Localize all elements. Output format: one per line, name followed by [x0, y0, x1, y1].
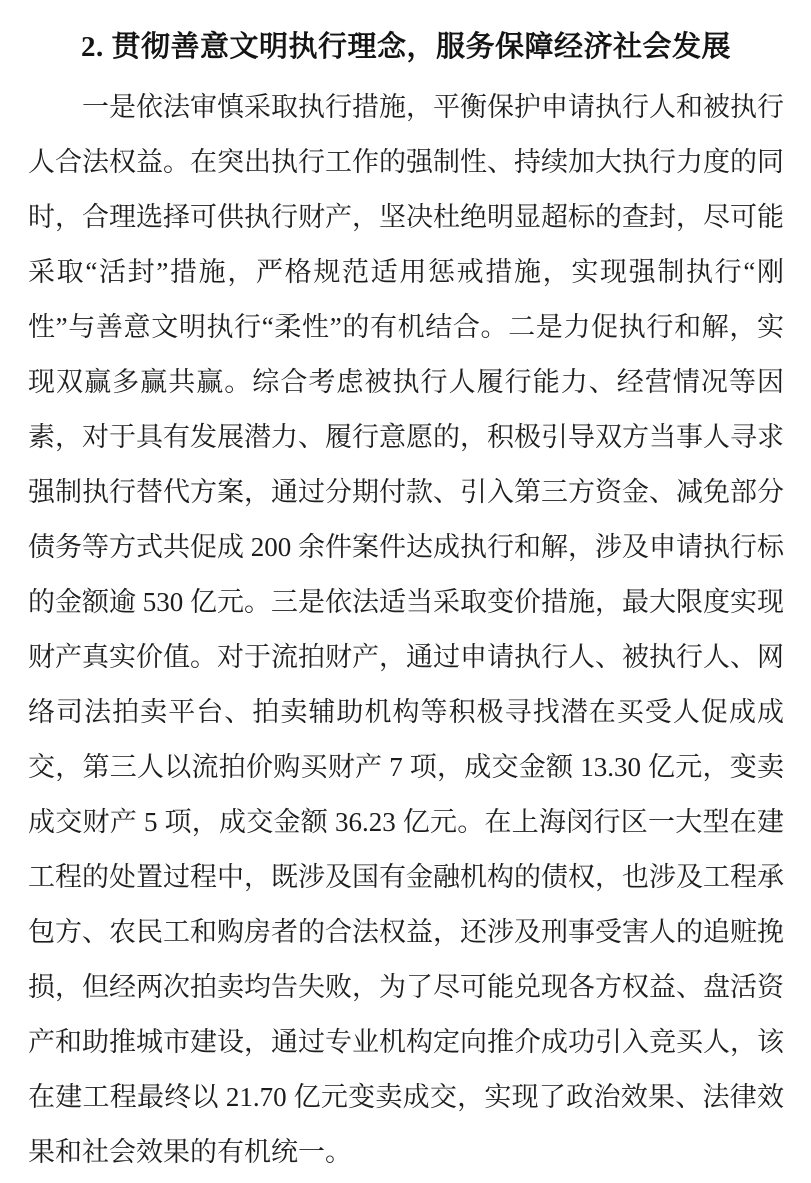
body-paragraph: 一是依法审慎采取执行措施，平衡保护申请执行人和被执行人合法权益。在突出执行工作的强制性、持续加大执行力度的同时，合理选择可供执行财产，坚决杜绝明显超标的查封，尽可能采取“活封”措施，严格规范适用惩戒措施，实现强制执行“刚性”与善意文明执行“柔性”的有机结合。二是力促执行和解，实现双赢多赢共赢。综合考虑被执行人履行能力、经营情况等因素，对于具有发展潜力、履行意愿的，积极引导双方当事人寻求强制执行替代方案，通过分期付款、引入第三方资金、减免部分债务等方式共促成 200 余件案件达成执行和解，涉及申请执行标的金额逾 530 亿元。三是依法适当采取变价措施，最大限度实现财产真实价值。对于流拍财产，通过申请执行人、被执行人、网络司法拍卖平台、拍卖辅助机构等积极寻找潜在买受人促成成交，第三人以流拍价购买财产 7 项，成交金额 13.30 亿元，变卖成交财产 5 项，成交金额 36.23 亿元。在上海闵行区一大型在建工程的处置过程中，既涉及国有金融机构的债权，也涉及工程承包方、农民工和购房者的合法权益，还涉及刑事受害人的追赃挽损，但经两次拍卖均告失败，为了尽可能兑现各方权益、盘活资产和助推城市建设，通过专业机构定向推介成功引入竞买人，该在建工程最终以 21.70 亿元变卖成交，实现了政治效果、法律效果和社会效果的有机统一。: [28, 92, 784, 1167]
section-heading: 2. 贯彻善意文明执行理念，服务保障经济社会发展: [80, 31, 731, 63]
